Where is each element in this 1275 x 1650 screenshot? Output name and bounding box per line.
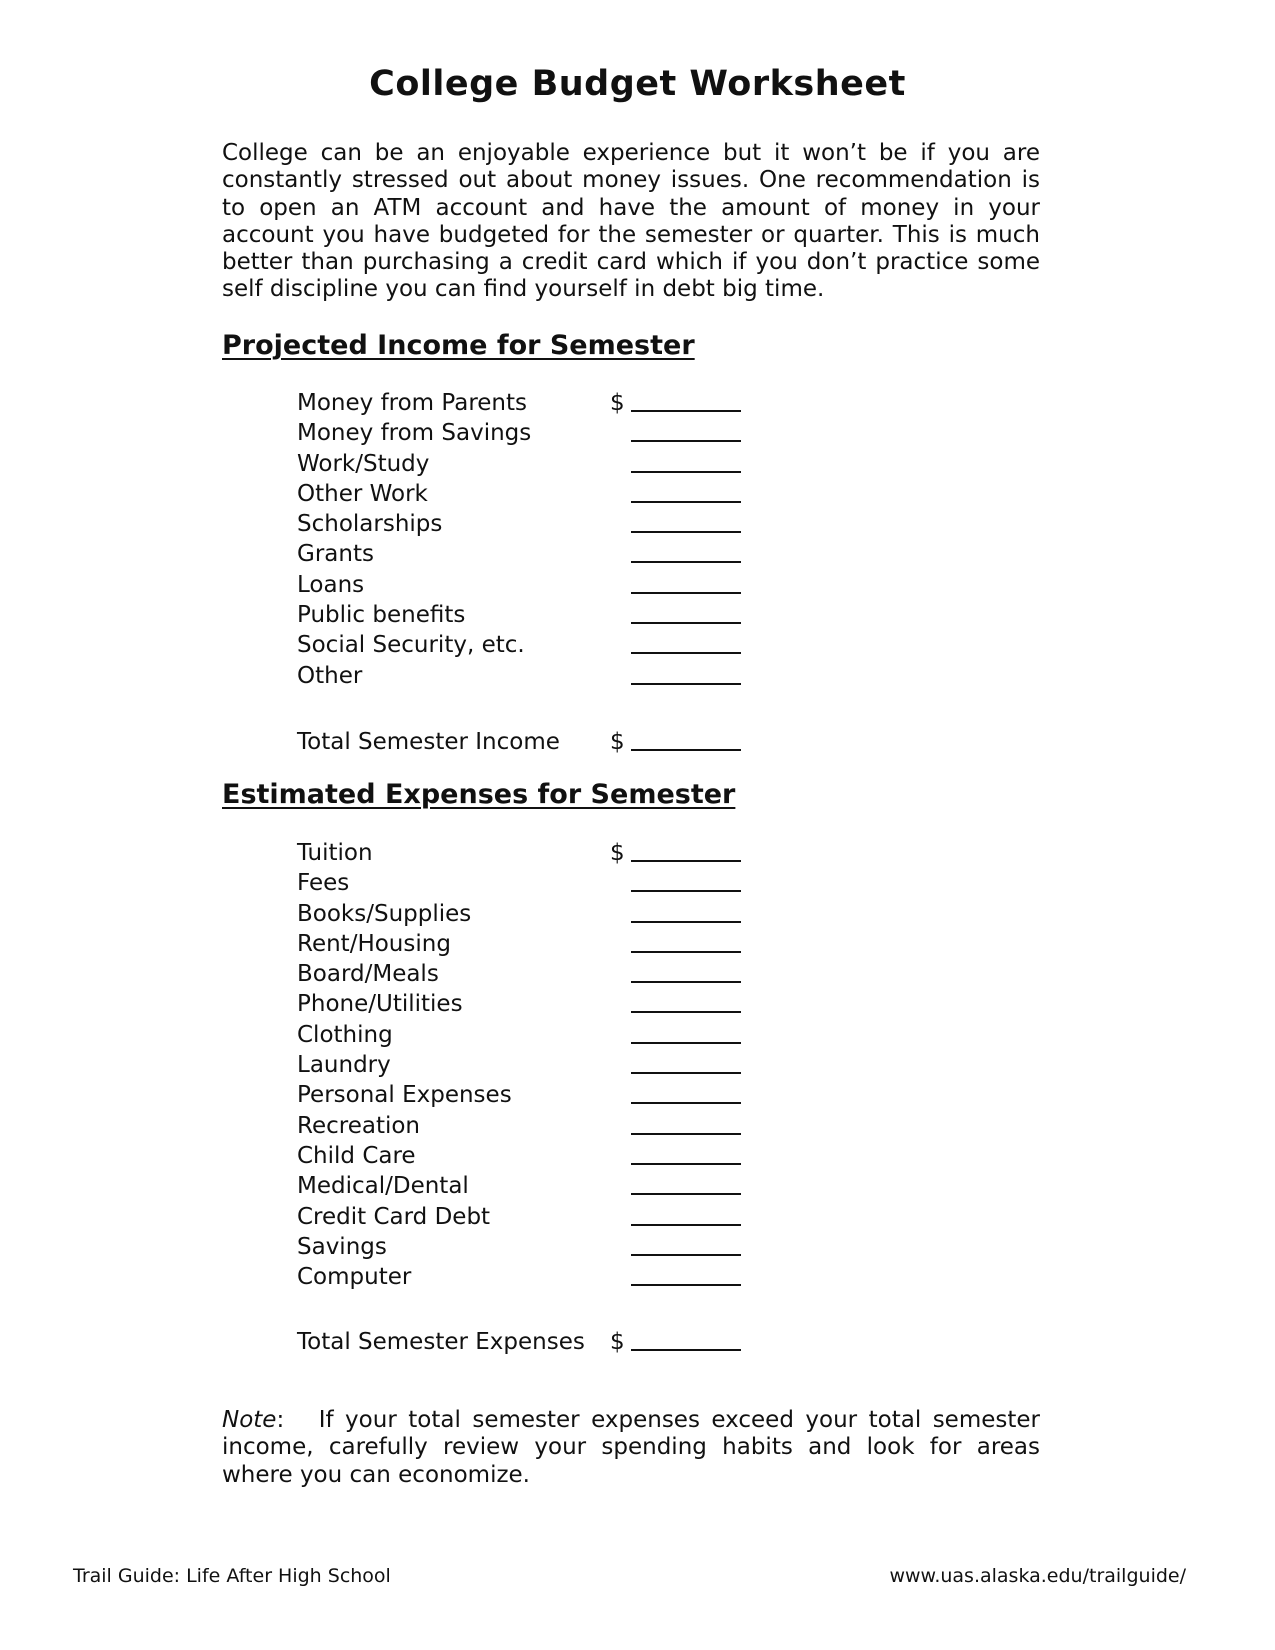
expense-row-label: Medical/Dental xyxy=(297,1173,469,1200)
income-row-grants xyxy=(297,539,757,569)
expense-row-savings xyxy=(297,1232,757,1262)
amount-blank-line[interactable] xyxy=(631,1102,741,1104)
income-row-money-from-parents xyxy=(297,388,757,418)
amount-blank-line[interactable] xyxy=(631,652,741,654)
amount-blank-line[interactable] xyxy=(631,1042,741,1044)
intro-paragraph: College can be an enjoyable experience but it won’t be if you are constantly stressed out about money issues. One recommendation is to open an ATM account and have the amount of money in your account you have budgeted for the semester or quarter. This is much better than purchasing a credit card which if you don’t practice some self discipline you can find yourself in debt big time. xyxy=(222,140,1040,303)
income-list xyxy=(297,388,757,691)
amount-blank-line[interactable] xyxy=(631,531,741,533)
expenses-total-label: Total Semester Expenses xyxy=(297,1329,585,1355)
amount-blank-line[interactable] xyxy=(631,440,741,442)
expense-row-fees xyxy=(297,868,757,898)
income-row-social-security xyxy=(297,630,757,660)
expense-row-label: Computer xyxy=(297,1264,412,1291)
income-row-public-benefits xyxy=(297,600,757,630)
amount-blank-line[interactable] xyxy=(631,1349,741,1351)
expense-row-label: Books/Supplies xyxy=(297,900,472,927)
page-title: College Budget Worksheet xyxy=(369,64,906,104)
amount-blank-line[interactable] xyxy=(631,749,741,751)
expenses-list xyxy=(297,838,757,1292)
expense-row-recreation xyxy=(297,1111,757,1141)
expense-row-child-care xyxy=(297,1141,757,1171)
amount-blank-line[interactable] xyxy=(631,1011,741,1013)
expense-row-clothing xyxy=(297,1020,757,1050)
amount-blank-line[interactable] xyxy=(631,1284,741,1286)
expense-row-label: Savings xyxy=(297,1233,387,1260)
expense-row-label: Phone/Utilities xyxy=(297,991,463,1018)
income-row-label: Social Security, etc. xyxy=(297,632,525,659)
income-row-money-from-savings xyxy=(297,418,757,448)
amount-blank-line[interactable] xyxy=(631,1224,741,1226)
amount-blank-line[interactable] xyxy=(631,471,741,473)
income-row-label: Other xyxy=(297,662,363,689)
expense-row-phone-utilities xyxy=(297,989,757,1019)
amount-blank-line[interactable] xyxy=(631,561,741,563)
income-row-label: Other Work xyxy=(297,480,428,507)
currency-symbol: $ xyxy=(610,1329,625,1355)
amount-blank-line[interactable] xyxy=(631,1193,741,1195)
expense-row-personal-expenses xyxy=(297,1080,757,1110)
income-row-label: Money from Savings xyxy=(297,420,532,447)
expense-row-label: Board/Meals xyxy=(297,961,439,988)
amount-blank-line[interactable] xyxy=(631,410,741,412)
expense-row-label: Laundry xyxy=(297,1052,391,1079)
amount-blank-line[interactable] xyxy=(631,921,741,923)
currency-symbol: $ xyxy=(610,729,625,755)
expense-row-label: Credit Card Debt xyxy=(297,1203,491,1230)
footer-left-text: Trail Guide: Life After High School xyxy=(73,1565,391,1587)
amount-blank-line[interactable] xyxy=(631,1163,741,1165)
income-row-label: Scholarships xyxy=(297,511,443,538)
expense-row-medical-dental xyxy=(297,1171,757,1201)
expense-row-credit-card-debt xyxy=(297,1202,757,1232)
amount-blank-line[interactable] xyxy=(631,501,741,503)
expense-row-label: Fees xyxy=(297,870,350,897)
amount-blank-line[interactable] xyxy=(631,1072,741,1074)
income-total-row xyxy=(297,727,757,757)
income-row-label: Work/Study xyxy=(297,450,430,477)
income-row-label: Loans xyxy=(297,571,365,598)
income-row-loans xyxy=(297,570,757,600)
currency-symbol: $ xyxy=(610,840,625,866)
amount-blank-line[interactable] xyxy=(631,1133,741,1135)
income-row-label: Public benefits xyxy=(297,602,466,629)
expense-row-label: Tuition xyxy=(297,840,373,866)
income-row-other xyxy=(297,661,757,691)
expense-row-label: Recreation xyxy=(297,1112,420,1139)
footer-url-link[interactable]: www.uas.alaska.edu/trailguide/ xyxy=(889,1565,1186,1587)
amount-blank-line[interactable] xyxy=(631,981,741,983)
expense-row-label: Personal Expenses xyxy=(297,1082,512,1109)
expense-row-tuition xyxy=(297,838,757,868)
expense-row-board-meals xyxy=(297,959,757,989)
amount-blank-line[interactable] xyxy=(631,951,741,953)
expense-row-label: Clothing xyxy=(297,1021,393,1048)
currency-symbol: $ xyxy=(610,390,625,416)
income-total-label: Total Semester Income xyxy=(297,729,560,755)
amount-blank-line[interactable] xyxy=(631,592,741,594)
income-row-label: Money from Parents xyxy=(297,390,528,416)
amount-blank-line[interactable] xyxy=(631,622,741,624)
income-row-scholarships xyxy=(297,509,757,539)
income-row-work-study xyxy=(297,449,757,479)
expenses-total-row xyxy=(297,1327,757,1357)
expense-row-computer xyxy=(297,1262,757,1292)
amount-blank-line[interactable] xyxy=(631,1254,741,1256)
expense-row-books-supplies xyxy=(297,899,757,929)
amount-blank-line[interactable] xyxy=(631,860,741,862)
expenses-heading: Estimated Expenses for Semester xyxy=(222,779,736,810)
income-row-other-work xyxy=(297,479,757,509)
expense-row-label: Child Care xyxy=(297,1142,416,1169)
amount-blank-line[interactable] xyxy=(631,890,741,892)
amount-blank-line[interactable] xyxy=(631,683,741,685)
expense-row-label: Rent/Housing xyxy=(297,930,451,957)
expense-row-rent-housing xyxy=(297,929,757,959)
note-label: Note xyxy=(222,1407,277,1433)
income-row-label: Grants xyxy=(297,541,374,568)
income-heading: Projected Income for Semester xyxy=(222,330,695,361)
expense-row-laundry xyxy=(297,1050,757,1080)
note-text: If your total semester expenses exceed your total semester income, carefully review your spending habits and look for areas where you can economize. xyxy=(222,1407,1040,1488)
note-paragraph: Note: If your total semester expenses exceed your total semester income, carefully review your spending habits and look for areas where you can economize. xyxy=(222,1407,1040,1488)
